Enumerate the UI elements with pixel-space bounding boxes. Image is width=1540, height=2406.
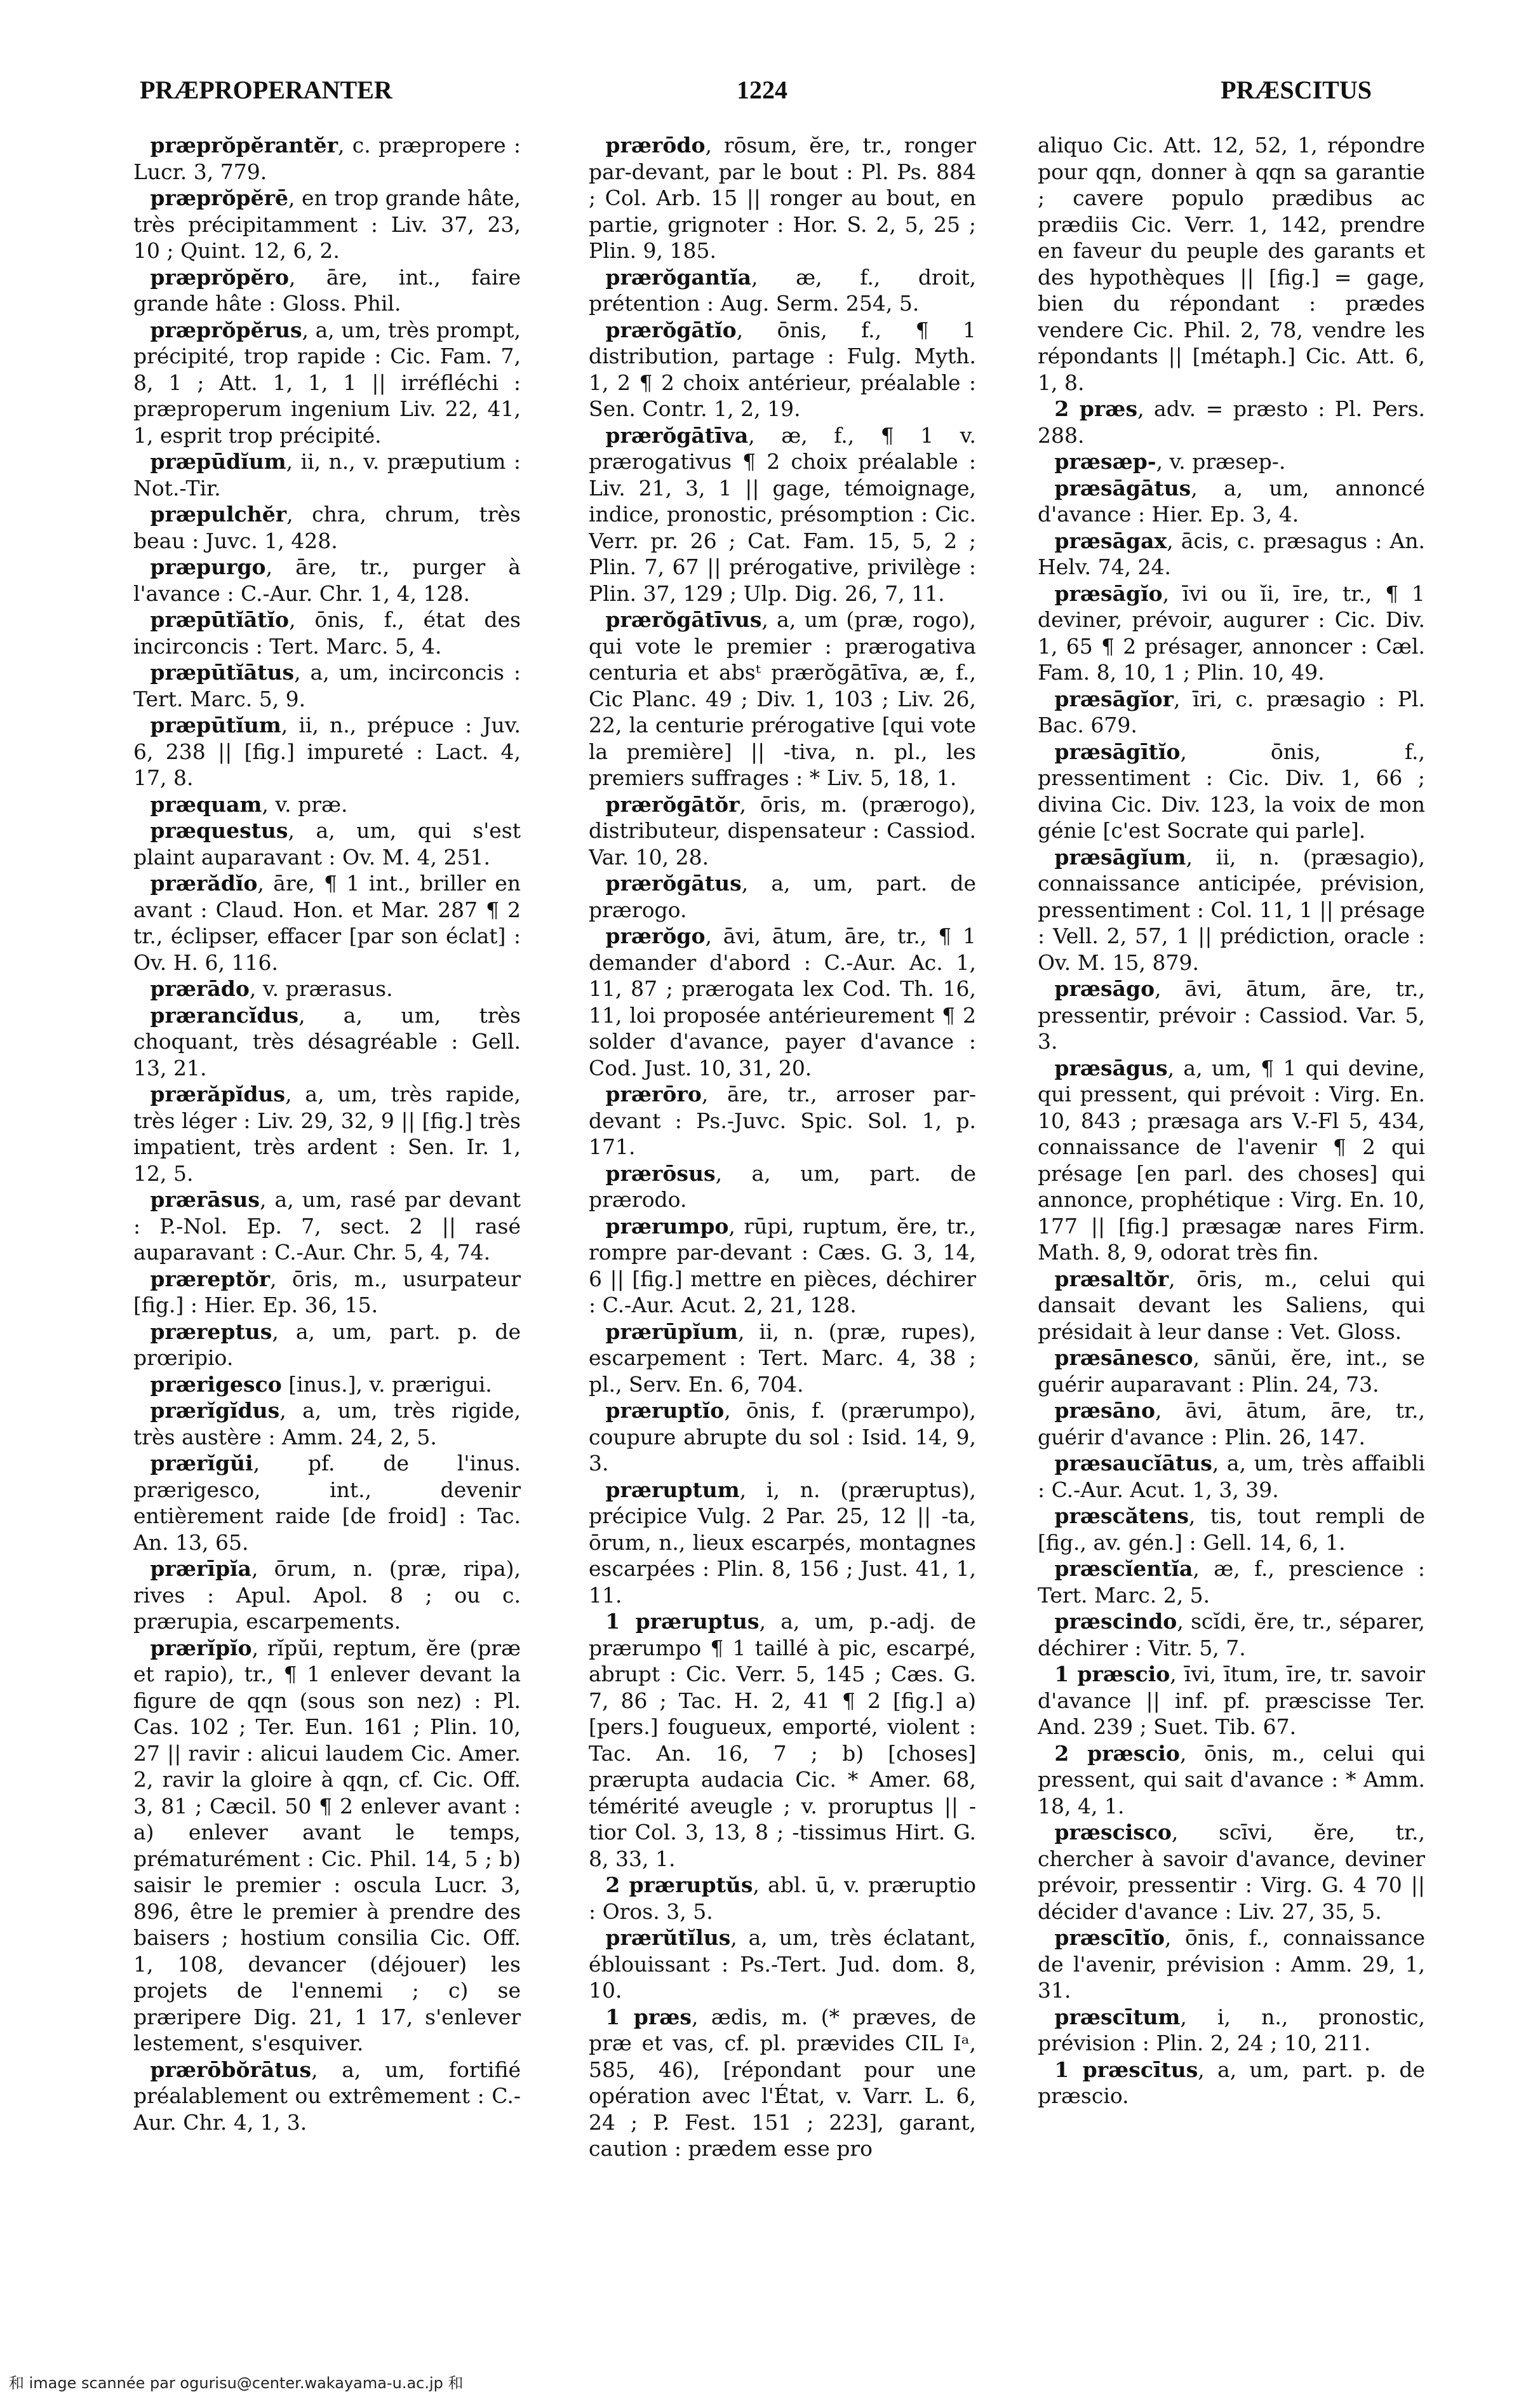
dictionary-entry [1038, 1503, 1425, 1556]
running-head-right: PRÆSCITUS [1221, 76, 1372, 104]
entry-definition: , pf. de l'inus. prærigesco, int., devenir entièrement raide [de froid] : Tac. An. 13, 65. [133, 1451, 521, 1555]
dictionary-entry [133, 1081, 521, 1186]
dictionary-entry [133, 1635, 521, 2057]
dictionary-entry [589, 791, 976, 871]
dictionary-entry [133, 264, 521, 317]
dictionary-entry [589, 1319, 976, 1398]
entry-definition: , ædis, m. (* præves, de præ et vas, cf. pl. prævides CIL Iᵃ, 585, 46), [répondant pour une opération avec l'État, v. Varr. L. 6, 24 ; P. Fest. 151 ; 223], garant, caution : prædem esse pro [589, 2004, 976, 2161]
entry-headword: præpulchĕr [150, 502, 287, 527]
dictionary-entry [1038, 1266, 1425, 1345]
entry-definition: , a, um, p.-adj. de prærumpo ¶ 1 taillé à pic, escarpé, abrupt : Cic. Verr. 5, 145 ; Cæs. G. 7, 86 ; Tac. H. 2, 41 ¶ 2 [fig.] a) [pers.] fougueux, emporté, violent : Tac. An. 16, 7 ; b) [choses] prærupta audacia Cic. * Amer. 68, témérité aveugle ; v. proruptus || -tior Col. 3, 13, 8 ; -tissimus Hirt. G. 8, 33, 1. [589, 1609, 976, 1871]
entry-definition: , adv. = præsto : Pl. Pers. 288. [1038, 396, 1425, 448]
entry-definition: , ii, n. (præsagio), connaissance anticipée, prévision, pressentiment : Col. 11, 1 || présage : Vell. 2, 57, 1 || prédiction, oracle : Ov. M. 15, 879. [1038, 844, 1425, 975]
entry-headword: præscindo [1054, 1609, 1177, 1634]
entry-definition: , chra, chrum, très beau : Juvc. 1, 428. [133, 502, 521, 553]
entry-headword: præsāgĭum [1054, 844, 1186, 870]
entry-headword: præsāgus [1054, 1055, 1168, 1080]
entry-headword: præruptum [605, 1477, 740, 1502]
entry-headword: 1 præscio [1054, 1662, 1170, 1686]
entry-definition: , a, um, annoncé d'avance : Hier. Ep. 3, 4. [1038, 475, 1425, 527]
dictionary-entry [589, 1872, 976, 1925]
dictionary-entry [589, 264, 976, 317]
entry-headword: præsaucĭātus [1054, 1451, 1212, 1475]
entry-headword: prærŏgātus [605, 871, 742, 896]
dictionary-entry [133, 132, 521, 185]
dictionary-entry [1038, 581, 1425, 686]
entry-definition: , a, um, part. p. de prœripio. [133, 1319, 521, 1370]
entry-definition: , īri, c. præsagio : Pl. Bac. 679. [1038, 686, 1425, 737]
dictionary-entry [1038, 739, 1425, 844]
entry-definition: , ōnis, f., état des incirconcis : Tert. Marc. 5, 4. [133, 607, 521, 659]
page-number: 1224 [737, 76, 787, 104]
entry-headword: præprŏpĕrus [150, 317, 302, 342]
entry-definition: , rĭpŭi, reptum, ĕre (præ et rapio), tr., ¶ 1 enlever devant la figure de qqn (sous son nez) : Pl. Cas. 102 ; Ter. Eun. 161 ; Plin. 10, 27 || ravir : alicui laudem Cic. Amer. 2, ravir la gloire à qqn, cf. Cic. Off. 3, 81 ; Cæcil. 50 ¶ 2 enlever avant : a) enlever avant le temps, prématurément : Cic. Phil. 14, 5 ; b) saisir le premier : oscula Lucr. 3, 896, être le premier à prendre des baisers ; hostium consilia Cic. Off. 1, 108, devancer (déjouer) les projets de l'ennemi ; c) se præripere Dig. 21, 1 17, s'enlever lestement, s'esquiver. [133, 1635, 521, 2055]
dictionary-entry [589, 317, 976, 422]
entry-definition: , ōris, m., usurpateur [fig.] : Hier. Ep. 36, 15. [133, 1266, 521, 1317]
entry-headword: prærŭtĭlus [605, 1925, 731, 1950]
entry-headword: præsāno [1054, 1398, 1155, 1423]
entry-headword: præscītĭo [1054, 1925, 1165, 1950]
dictionary-entry [133, 1266, 521, 1319]
entry-definition: , ii, n., v. præputium : Not.-Tir. [133, 449, 521, 501]
scan-credit: 和 image scannée par ogurisu@center.wakayama-u.ac.jp 和 [9, 2374, 464, 2392]
entry-definition: , i, n., pronostic, prévision : Plin. 2, 24 ; 10, 211. [1038, 2004, 1425, 2055]
entry-definition: , tis, tout rempli de [fig., av. gén.] : Gell. 14, 6, 1. [1038, 1503, 1425, 1555]
dictionary-entry [1038, 1397, 1425, 1450]
entry-definition: , sānŭi, ĕre, int., se guérir auparavant : Plin. 24, 73. [1038, 1345, 1425, 1397]
entry-headword: præsaltŏr [1054, 1266, 1169, 1291]
entry-headword: prærumpo [605, 1213, 729, 1239]
entry-headword: prærăpĭdus [150, 1082, 286, 1106]
entry-definition: , īvi, ītum, īre, tr. savoir d'avance || inf. pf. præscisse Ter. And. 239 ; Suet. Tib. 67. [1038, 1662, 1425, 1739]
dictionary-entry [1038, 844, 1425, 976]
entry-headword: prærōsus [605, 1160, 716, 1186]
entry-headword: prærōdo [605, 133, 706, 158]
dictionary-entry [1038, 475, 1425, 528]
entry-headword: prærŏgantĭa [605, 264, 752, 290]
dictionary-entry [589, 870, 976, 923]
entry-definition: , a, um, très prompt, précipité, trop rapide : Cic. Fam. 7, 8, 1 ; Att. 1, 1, 1 || irréfléchi : præproperum ingenium Liv. 22, 41, 1, esprit trop précipité. [133, 317, 521, 448]
entry-definition: , rūpi, ruptum, ĕre, tr., rompre par-devant : Cæs. G. 3, 14, 6 || [fig.] mettre en pièces, déchirer : C.-Aur. Acut. 2, 21, 128. [589, 1213, 976, 1317]
entry-headword: 1 præruptus [605, 1609, 760, 1634]
entry-headword: prærŏgātīva [605, 422, 749, 448]
entry-definition: , āre, int., faire grande hâte : Gloss. Phil. [133, 264, 521, 316]
entry-definition: , āre, tr., arroser par-devant : Ps.-Juvc. Spic. Sol. 1, p. 171. [589, 1082, 976, 1159]
entry-definition: , a, um, incirconcis : Tert. Marc. 5, 9. [133, 660, 521, 711]
entry-headword: prærāsus [150, 1187, 260, 1212]
entry-headword: præreptus [150, 1319, 272, 1344]
dictionary-entry [589, 607, 976, 791]
dictionary-entry [133, 317, 521, 449]
dictionary-entry [1038, 976, 1425, 1055]
entry-headword: prærĭgĭdus [150, 1398, 280, 1423]
entry-headword: præreptŏr [150, 1266, 271, 1291]
page-header [140, 75, 1397, 119]
entry-definition: , ōnis, f., pressentiment : Cic. Div. 1, 66 ; divina Cic. Div. 123, la voix de mon génie [c'est Socrate qui parle]. [1038, 739, 1425, 843]
dictionary-entry [1038, 1345, 1425, 1397]
dictionary-entry [133, 659, 521, 712]
entry-headword: 1 præs [605, 2004, 692, 2029]
entry-definition: , āvi, ātum, āre, tr., ¶ 1 demander d'abord : C.-Aur. Ac. 1, 11, 87 ; prærogata lex Cod. Th. 16, 11, loi proposée antérieurement ¶ 2 solder d'avance, payer d'avance : Cod. Just. 10, 31, 20. [589, 924, 976, 1080]
column-1 [133, 132, 521, 2323]
dictionary-entry [589, 1081, 976, 1160]
entry-headword: præpūtĭātĭo [150, 607, 290, 632]
dictionary-entry [1038, 1925, 1425, 2004]
dictionary-entry [133, 1371, 521, 1398]
entry-headword: præpurgo [150, 554, 266, 579]
dictionary-entry [1038, 448, 1425, 475]
entry-headword: præscītum [1054, 2004, 1181, 2029]
entry-definition: , scĭdi, ĕre, tr., séparer, déchirer : Vitr. 5, 7. [1038, 1609, 1425, 1660]
entry-definition: [inus.], v. prærigui. [281, 1371, 492, 1397]
dictionary-entry [589, 923, 976, 1081]
entry-definition: , ii, n. (præ, rupes), escarpement : Tert. Marc. 4, 38 ; pl., Serv. En. 6, 704. [589, 1319, 976, 1397]
dictionary-entry [133, 554, 521, 607]
dictionary-entry [133, 1319, 521, 1371]
entry-headword: præprŏpĕrē [150, 185, 288, 210]
entry-definition: , īvi ou ĭi, īre, tr., ¶ 1 deviner, prévoir, augurer : Cic. Div. 1, 65 ¶ 2 présager, annoncer : Cæl. Fam. 8, 10, 1 ; Plin. 10, 49. [1038, 581, 1425, 685]
entry-headword: præsāgītĭo [1054, 739, 1181, 764]
entry-headword: prærŏgātĭo [605, 317, 737, 342]
entry-headword: præquam [150, 791, 262, 817]
entry-definition: , æ, f., droit, prétention : Aug. Serm. 254, 5. [589, 264, 976, 316]
entry-headword: prærŏgo [605, 924, 706, 948]
entry-definition: , a, um, très affaibli : C.-Aur. Acut. 1, 3, 39. [1038, 1451, 1425, 1502]
dictionary-entry [133, 1002, 521, 1082]
entry-headword: 2 præruptŭs [605, 1872, 753, 1897]
dictionary-entry [1038, 1661, 1425, 1740]
entry-definition: , āvi, ātum, āre, tr., guérir d'avance : Plin. 26, 147. [1038, 1398, 1425, 1449]
dictionary-entry [589, 132, 976, 264]
entry-definition: , a, um, très choquant, très désagréable : Gell. 13, 21. [133, 1002, 521, 1080]
entry-headword: prærădĭo [150, 871, 258, 896]
dictionary-entry [133, 185, 521, 264]
entry-definition: , āre, ¶ 1 int., briller en avant : Claud. Hon. et Mar. 287 ¶ 2 tr., éclipser, effacer [par son éclat] : Ov. H. 6, 116. [133, 871, 521, 975]
entry-headword: præruptĭo [605, 1398, 725, 1423]
dictionary-entry [1038, 1740, 1425, 1820]
entry-headword: prærōbŏrātus [150, 2057, 312, 2082]
entry-definition: , i, n. (præruptus), précipice Vulg. 2 Par. 25, 12 || -ta, ōrum, n., lieux escarpés, montagnes escarpées : Plin. 8, 156 ; Just. 41, 1, 11. [589, 1477, 976, 1608]
dictionary-entry [589, 1397, 976, 1477]
entry-headword: præprŏpĕrantĕr [150, 133, 338, 158]
entry-headword: præsāgātus [1054, 475, 1191, 501]
dictionary-entry [589, 1213, 976, 1319]
entry-headword: præsāgĭo [1054, 581, 1163, 606]
entry-headword: prærĭpĭo [150, 1635, 252, 1660]
dictionary-entry [1038, 132, 1425, 396]
entry-headword: prærādo [150, 976, 250, 1001]
entry-definition: , ōris, m. (prærogo), distributeur, dispensateur : Cassiod. Var. 10, 28. [589, 791, 976, 870]
entry-definition: , a, um, très éclatant, éblouissant : Ps.-Tert. Jud. dom. 8, 10. [589, 1925, 976, 2003]
entry-headword: præsānesco [1054, 1345, 1193, 1370]
dictionary-entry [133, 870, 521, 976]
dictionary-entry [1038, 528, 1425, 581]
dictionary-entry [589, 422, 976, 607]
entry-headword: prærigesco [150, 1371, 282, 1397]
dictionary-entry [1038, 1608, 1425, 1661]
entry-headword: prærŏgātŏr [605, 791, 740, 817]
entry-headword: prærīpĭa [150, 1556, 251, 1581]
entry-definition: , scīvi, ĕre, tr., chercher à savoir d'avance, deviner prévoir, pressentir : Virg. G. 4 70 || décider d'avance : Liv. 27, 35, 5. [1038, 1820, 1425, 1924]
entry-definition: , ōnis, f., connaissance de l'avenir, prévision : Amm. 29, 1, 31. [1038, 1925, 1425, 2003]
entry-definition: , ii, n., prépuce : Juv. 6, 238 || [fig.] impureté : Lact. 4, 17, 8. [133, 713, 521, 790]
entry-definition: aliquo Cic. Att. 12, 52, 1, répondre pour qqn, donner à qqn sa garantie ; cavere populo prædibus ac prædiis Cic. Verr. 1, 142, prendre en faveur du peuple des garants et des hypothèques || [fig.] = gage, bien du répondant : prædes vendere Cic. Phil. 2, 78, vendre les répondants || [métaph.] Cic. Att. 6, 1, 8. [1038, 133, 1425, 395]
column-2 [589, 132, 976, 2323]
running-head-left: PRÆPROPERANTER [140, 76, 392, 104]
dictionary-entry [1038, 1556, 1425, 1608]
entry-headword: præscĭentĭa [1054, 1556, 1193, 1581]
entry-definition: , v. præ. [262, 791, 348, 817]
entry-headword: præsāgĭor [1054, 686, 1174, 711]
entry-definition: , āre, tr., purger à l'avance : C.-Aur. Chr. 1, 4, 128. [133, 554, 521, 606]
entry-definition: , ōris, m., celui qui dansait devant les Saliens, qui présidait à leur danse : Vet. Gloss. [1038, 1266, 1425, 1344]
entry-headword: prærŏgātīvus [605, 607, 762, 632]
dictionary-entry [133, 1556, 521, 1635]
entry-definition: , en trop grande hâte, très précipitamment : Liv. 37, 23, 10 ; Quint. 12, 6, 2. [133, 185, 521, 263]
entry-definition: , a, um, part. de prærodo. [589, 1160, 976, 1212]
entry-definition: , a, um, ¶ 1 qui devine, qui pressent, qui prévoit : Virg. En. 10, 843 ; præsaga ars V.-Fl 5, 434, connaissance de l'avenir ¶ 2 qui présage [en parl. des choses] qui annonce, prophétique : Virg. En. 10, 177 || [fig.] præsagæ nares Firm. Math. 8, 9, odorat très fin. [1038, 1055, 1425, 1265]
entry-definition: , æ, f., ¶ 1 v. prærogativus ¶ 2 choix préalable : Liv. 21, 3, 1 || gage, témoignage, indice, pronostic, présomption : Cic. Verr. pr. 26 ; Cat. Fam. 15, 5, 2 ; Plin. 7, 67 || prérogative, privilège : Plin. 37, 129 ; Ulp. Dig. 26, 7, 11. [589, 422, 976, 606]
entry-headword: 2 præs [1054, 396, 1138, 421]
entry-definition: , a, um (præ, rogo), qui vote le premier : prærogativa centuria et absᵗ prærŏgātīva, æ, f., Cic Planc. 49 ; Div. 1, 103 ; Liv. 26, 22, la centurie prérogative [qui vote la première] || -tiva, n. pl., les premiers suffrages : * Liv. 5, 18, 1. [589, 607, 976, 790]
dictionary-entry [1038, 1450, 1425, 1503]
entry-headword: præpūtĭum [150, 713, 281, 737]
entry-definition: , ōnis, m., celui qui pressent, qui sait d'avance : * Amm. 18, 4, 1. [1038, 1740, 1425, 1818]
entry-headword: præscătens [1054, 1503, 1189, 1528]
entry-definition: , a, um, qui s'est plaint auparavant : Ov. M. 4, 251. [133, 818, 521, 870]
column-3 [1038, 132, 1425, 2323]
entry-definition: , a, um, très rapide, très léger : Liv. 29, 32, 9 || [fig.] très impatient, très ardent : Sen. Ir. 1, 12, 5. [133, 1082, 521, 1186]
entry-definition: , a, um, fortifié préalablement ou extrêmement : C.-Aur. Chr. 4, 1, 3. [133, 2057, 521, 2135]
dictionary-entry [1038, 686, 1425, 739]
entry-definition: , c. præpropere : Lucr. 3, 779. [133, 133, 521, 184]
dictionary-entry [133, 791, 521, 818]
entry-headword: præpūdĭum [150, 449, 286, 474]
entry-headword: præpūtĭātus [150, 660, 295, 685]
entry-definition: , abl. ū, v. præruptio : Oros. 3, 5. [589, 1872, 976, 1924]
dictionary-columns [133, 132, 1425, 2323]
dictionary-entry [589, 1608, 976, 1872]
entry-definition: , a, um, part. de prærogo. [589, 871, 976, 922]
dictionary-entry [133, 817, 521, 870]
dictionary-entry [133, 501, 521, 554]
entry-headword: præsāgax [1054, 528, 1167, 553]
entry-headword: prærūpĭum [605, 1319, 738, 1344]
dictionary-entry [1038, 1819, 1425, 1925]
entry-headword: prærōro [605, 1082, 702, 1106]
dictionary-entry [589, 1477, 976, 1609]
dictionary-entry [133, 448, 521, 501]
entry-headword: præquestus [150, 818, 288, 843]
entry-definition: , a, um, très rigide, très austère : Amm. 24, 2, 5. [133, 1398, 521, 1449]
entry-definition: , ōnis, f. (prærumpo), coupure abrupte du sol : Isid. 14, 9, 3. [589, 1398, 976, 1475]
entry-definition: , āvi, ātum, āre, tr., pressentir, prévoir : Cassiod. Var. 5, 3. [1038, 976, 1425, 1054]
entry-definition: , a, um, part. p. de præscio. [1038, 2057, 1425, 2108]
entry-definition: , æ, f., prescience : Tert. Marc. 2, 5. [1038, 1556, 1425, 1608]
dictionary-entry [1038, 396, 1425, 448]
dictionary-entry [589, 2004, 976, 2162]
entry-definition: , a, um, rasé par devant : P.-Nol. Ep. 7, sect. 2 || rasé auparavant : C.-Aur. Chr. 5, 4, 74. [133, 1187, 521, 1265]
entry-definition: , ācis, c. præsagus : An. Helv. 74, 24. [1038, 528, 1425, 579]
entry-definition: , rōsum, ĕre, tr., ronger par-devant, par le bout : Pl. Ps. 884 ; Col. Arb. 15 || ronger au bout, en partie, grignoter : Hor. S. 2, 5, 25 ; Plin. 9, 185. [589, 133, 976, 263]
dictionary-entry [589, 1925, 976, 2004]
dictionary-entry [589, 1160, 976, 1213]
entry-definition: , v. præsep-. [1156, 449, 1286, 474]
entry-headword: præscisco [1054, 1820, 1172, 1845]
entry-definition: , ōnis, f., ¶ 1 distribution, partage : Fulg. Myth. 1, 2 ¶ 2 choix antérieur, préalable : Sen. Contr. 1, 2, 19. [589, 317, 976, 421]
dictionary-entry [133, 976, 521, 1002]
entry-definition: , v. prærasus. [249, 976, 393, 1001]
dictionary-entry [133, 607, 521, 659]
dictionary-entry [133, 712, 521, 791]
entry-headword: præsæp- [1054, 449, 1156, 474]
entry-headword: prærĭgŭi [150, 1451, 253, 1475]
dictionary-entry [133, 1397, 521, 1450]
dictionary-entry [133, 1450, 521, 1556]
entry-definition: , ōrum, n. (præ, ripa), rives : Apul. Apol. 8 ; ou c. prærupia, escarpements. [133, 1556, 521, 1634]
entry-headword: 1 præscītus [1054, 2057, 1198, 2082]
dictionary-entry [133, 2057, 521, 2136]
dictionary-entry [133, 1186, 521, 1266]
entry-headword: 2 præscio [1054, 1740, 1180, 1766]
entry-headword: præprŏpĕro [150, 264, 289, 290]
dictionary-entry [1038, 1055, 1425, 1266]
entry-headword: præsāgo [1054, 976, 1155, 1001]
entry-headword: prærancĭdus [150, 1002, 299, 1028]
dictionary-entry [1038, 2057, 1425, 2109]
dictionary-entry [1038, 2004, 1425, 2057]
